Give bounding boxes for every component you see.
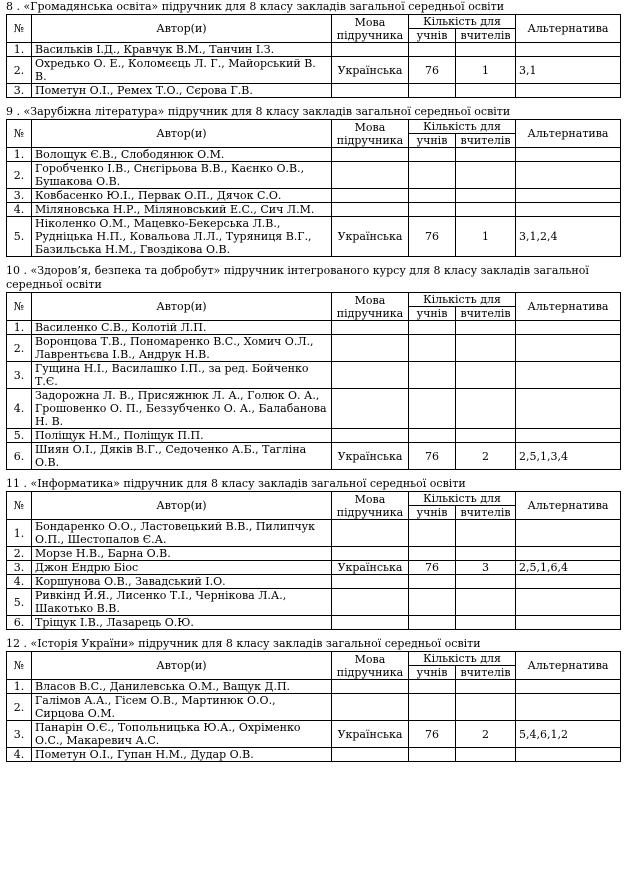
- col-alternative-header: Альтернатива: [516, 293, 621, 321]
- row-students-count: [409, 748, 456, 762]
- col-language-header: Мова підручника: [332, 492, 409, 520]
- section-title: 10 . «Здоров’я, безпека та добробут» підручник інтегрованого курсу для 8 класу закладів загальної середньої освіти: [6, 264, 589, 291]
- row-alternative: [516, 362, 621, 389]
- table-row: [7, 748, 621, 762]
- row-students-count: [409, 362, 456, 389]
- table-row: [7, 335, 621, 362]
- row-teachers-count: [456, 616, 516, 630]
- row-alternative: [516, 321, 621, 335]
- row-number: 2.: [7, 335, 32, 362]
- row-students-count: [409, 429, 456, 443]
- row-language: Українська: [332, 721, 409, 748]
- col-author-header: Автор(и): [32, 652, 332, 680]
- row-teachers-count: 1: [456, 57, 516, 84]
- col-quantity-header: Кількість для: [409, 492, 516, 506]
- row-alternative: 2,5,1,6,4: [516, 561, 621, 575]
- col-alternative-header: Альтернатива: [516, 15, 621, 43]
- row-alternative: [516, 589, 621, 616]
- table-row: [7, 575, 621, 589]
- row-students-count: [409, 547, 456, 561]
- row-authors: Горобченко І.В., Снєгірьова В.В., Каєнко О.В., Бушакова О.В.: [32, 162, 332, 189]
- table-row: [7, 680, 621, 694]
- row-alternative: [516, 616, 621, 630]
- row-students-count: 76: [409, 561, 456, 575]
- row-authors: Ніколенко О.М., Мацевко-Бекерська Л.В., Рудніцька Н.П., Ковальова Л.Л., Туряниця В.Г., Базильська Н.М., Гвоздікова О.В.: [32, 217, 332, 257]
- row-students-count: [409, 694, 456, 721]
- row-authors: Коршунова О.В., Завадський І.О.: [32, 575, 332, 589]
- col-quantity-header: Кількість для: [409, 15, 516, 29]
- row-number: 6.: [7, 443, 32, 470]
- row-alternative: [516, 575, 621, 589]
- row-language: [332, 680, 409, 694]
- row-authors: Морзе Н.В., Барна О.В.: [32, 547, 332, 561]
- col-language-header: Мова підручника: [332, 652, 409, 680]
- row-students-count: 76: [409, 57, 456, 84]
- row-teachers-count: [456, 362, 516, 389]
- row-teachers-count: [456, 547, 516, 561]
- row-number: 6.: [7, 616, 32, 630]
- textbook-table: [6, 14, 621, 98]
- col-students-header: учнів: [409, 29, 456, 43]
- row-alternative: [516, 189, 621, 203]
- row-language: [332, 547, 409, 561]
- row-students-count: [409, 162, 456, 189]
- row-teachers-count: [456, 575, 516, 589]
- col-language-header: Мова підручника: [332, 293, 409, 321]
- row-alternative: [516, 335, 621, 362]
- row-authors: Пометун О.І., Ремех Т.О., Сєрова Г.В.: [32, 84, 332, 98]
- row-number: 3.: [7, 84, 32, 98]
- row-authors: Бондаренко О.О., Ластовецький В.В., Пилипчук О.П., Шестопалов Є.А.: [32, 520, 332, 547]
- row-authors: Охредько О. Е., Коломєєць Л. Г., Майорський В. В.: [32, 57, 332, 84]
- row-alternative: [516, 694, 621, 721]
- row-number: 3.: [7, 721, 32, 748]
- row-authors: Васильків І.Д., Кравчук В.М., Танчин І.З.: [32, 43, 332, 57]
- table-row: [7, 589, 621, 616]
- row-students-count: [409, 520, 456, 547]
- row-alternative: 2,5,1,3,4: [516, 443, 621, 470]
- row-authors: Поліщук Н.М., Поліщук П.П.: [32, 429, 332, 443]
- row-language: [332, 162, 409, 189]
- row-number: 3.: [7, 561, 32, 575]
- row-number: 1.: [7, 520, 32, 547]
- row-teachers-count: [456, 680, 516, 694]
- row-number: 4.: [7, 575, 32, 589]
- table-row: [7, 189, 621, 203]
- table-row: [7, 429, 621, 443]
- col-author-header: Автор(и): [32, 492, 332, 520]
- row-authors: Власов В.С., Данилевська О.М., Ващук Д.П.: [32, 680, 332, 694]
- textbook-table: [6, 491, 621, 630]
- table-row: [7, 162, 621, 189]
- row-number: 5.: [7, 429, 32, 443]
- row-alternative: [516, 547, 621, 561]
- row-teachers-count: 3: [456, 561, 516, 575]
- row-teachers-count: [456, 148, 516, 162]
- table-row: [7, 547, 621, 561]
- row-authors: Волощук Є.В., Слободянюк О.М.: [32, 148, 332, 162]
- col-number-header: №: [7, 120, 32, 148]
- row-language: [332, 520, 409, 547]
- textbook-table: [6, 119, 621, 257]
- col-students-header: учнів: [409, 506, 456, 520]
- row-students-count: [409, 321, 456, 335]
- row-authors: Ковбасенко Ю.І., Первак О.П., Дячок С.О.: [32, 189, 332, 203]
- table-row: [7, 561, 621, 575]
- row-students-count: [409, 389, 456, 429]
- col-number-header: №: [7, 492, 32, 520]
- row-authors: Василенко С.В., Колотій Л.П.: [32, 321, 332, 335]
- row-language: [332, 148, 409, 162]
- row-authors: Воронцова Т.В., Пономаренко В.С., Хомич О.Л., Лаврентьєва І.В., Андрук Н.В.: [32, 335, 332, 362]
- row-teachers-count: [456, 335, 516, 362]
- row-number: 1.: [7, 321, 32, 335]
- table-row: [7, 203, 621, 217]
- row-teachers-count: [456, 43, 516, 57]
- table-row: [7, 721, 621, 748]
- row-number: 2.: [7, 162, 32, 189]
- row-students-count: [409, 84, 456, 98]
- row-number: 3.: [7, 189, 32, 203]
- row-alternative: [516, 148, 621, 162]
- table-row: [7, 389, 621, 429]
- row-language: [332, 694, 409, 721]
- row-teachers-count: 2: [456, 721, 516, 748]
- table-row: [7, 217, 621, 257]
- col-alternative-header: Альтернатива: [516, 492, 621, 520]
- row-alternative: 5,4,6,1,2: [516, 721, 621, 748]
- section-title: 9 . «Зарубіжна література» підручник для 8 класу закладів загальної середньої освіти: [6, 105, 511, 118]
- row-number: 2.: [7, 547, 32, 561]
- row-teachers-count: [456, 189, 516, 203]
- table-row: [7, 148, 621, 162]
- row-authors: Міляновська Н.Р., Міляновський Е.С., Сич Л.М.: [32, 203, 332, 217]
- col-alternative-header: Альтернатива: [516, 120, 621, 148]
- section-title: 8 . «Громадянська освіта» підручник для 8 класу закладів загальної середньої освіти: [6, 0, 505, 13]
- textbook-table: [6, 651, 621, 762]
- row-teachers-count: [456, 520, 516, 547]
- col-teachers-header: вчителів: [456, 134, 516, 148]
- row-alternative: 3,1,2,4: [516, 217, 621, 257]
- row-teachers-count: [456, 748, 516, 762]
- header-row: [7, 652, 621, 666]
- row-students-count: [409, 148, 456, 162]
- row-alternative: [516, 429, 621, 443]
- row-teachers-count: [456, 203, 516, 217]
- row-teachers-count: [456, 84, 516, 98]
- row-number: 1.: [7, 680, 32, 694]
- row-students-count: [409, 203, 456, 217]
- col-alternative-header: Альтернатива: [516, 652, 621, 680]
- row-language: [332, 575, 409, 589]
- row-teachers-count: 2: [456, 443, 516, 470]
- section-title: 11 . «Інформатика» підручник для 8 класу закладів загальної середньої освіти: [6, 477, 466, 490]
- col-author-header: Автор(и): [32, 120, 332, 148]
- row-alternative: [516, 520, 621, 547]
- col-teachers-header: вчителів: [456, 29, 516, 43]
- table-row: [7, 43, 621, 57]
- row-number: 2.: [7, 57, 32, 84]
- col-teachers-header: вчителів: [456, 307, 516, 321]
- row-language: [332, 335, 409, 362]
- row-language: [332, 589, 409, 616]
- table-row: [7, 57, 621, 84]
- row-students-count: [409, 616, 456, 630]
- col-author-header: Автор(и): [32, 15, 332, 43]
- row-language: [332, 84, 409, 98]
- row-language: [332, 429, 409, 443]
- col-students-header: учнів: [409, 134, 456, 148]
- row-authors: Джон Ендрю Біос: [32, 561, 332, 575]
- col-students-header: учнів: [409, 307, 456, 321]
- row-students-count: 76: [409, 443, 456, 470]
- col-quantity-header: Кількість для: [409, 652, 516, 666]
- header-row: [7, 293, 621, 307]
- table-row: [7, 84, 621, 98]
- row-language: [332, 189, 409, 203]
- row-language: [332, 389, 409, 429]
- row-teachers-count: [456, 694, 516, 721]
- row-teachers-count: [456, 429, 516, 443]
- row-language: [332, 748, 409, 762]
- row-language: Українська: [332, 57, 409, 84]
- col-teachers-header: вчителів: [456, 506, 516, 520]
- row-teachers-count: [456, 589, 516, 616]
- section-title: 12 . «Історія України» підручник для 8 класу закладів загальної середньої освіти: [6, 637, 481, 650]
- header-row: [7, 492, 621, 506]
- row-number: 4.: [7, 203, 32, 217]
- col-number-header: №: [7, 15, 32, 43]
- row-students-count: 76: [409, 721, 456, 748]
- row-language: [332, 43, 409, 57]
- row-teachers-count: [456, 389, 516, 429]
- row-alternative: [516, 203, 621, 217]
- row-authors: Гущина Н.І., Василашко І.П., за ред. Бойченко Т.Є.: [32, 362, 332, 389]
- row-alternative: [516, 389, 621, 429]
- textbook-table: [6, 292, 621, 470]
- col-language-header: Мова підручника: [332, 15, 409, 43]
- row-authors: Пометун О.І., Гупан Н.М., Дудар О.В.: [32, 748, 332, 762]
- col-students-header: учнів: [409, 666, 456, 680]
- row-authors: Задорожна Л. В., Присяжнюк Л. А., Голюк О. А., Грошовенко О. П., Беззубченко О. А., Балабанова Н. В.: [32, 389, 332, 429]
- col-quantity-header: Кількість для: [409, 120, 516, 134]
- row-authors: Шиян О.І., Дяків В.Г., Седоченко А.Б., Таглiна О.В.: [32, 443, 332, 470]
- row-alternative: [516, 84, 621, 98]
- col-number-header: №: [7, 652, 32, 680]
- table-row: [7, 616, 621, 630]
- row-alternative: [516, 680, 621, 694]
- row-number: 4.: [7, 389, 32, 429]
- row-students-count: [409, 335, 456, 362]
- row-teachers-count: [456, 162, 516, 189]
- row-students-count: [409, 575, 456, 589]
- row-authors: Тріщук І.В., Лазарець О.Ю.: [32, 616, 332, 630]
- row-alternative: [516, 43, 621, 57]
- table-row: [7, 443, 621, 470]
- col-author-header: Автор(и): [32, 293, 332, 321]
- row-authors: Панарін О.Є., Топольницька Ю.А., Охріменко О.С., Макаревич А.С.: [32, 721, 332, 748]
- row-teachers-count: [456, 321, 516, 335]
- row-language: Українська: [332, 561, 409, 575]
- row-number: 4.: [7, 748, 32, 762]
- row-alternative: 3,1: [516, 57, 621, 84]
- col-teachers-header: вчителів: [456, 666, 516, 680]
- row-students-count: [409, 680, 456, 694]
- header-row: [7, 120, 621, 134]
- table-row: [7, 362, 621, 389]
- row-number: 2.: [7, 694, 32, 721]
- row-alternative: [516, 748, 621, 762]
- row-language: Українська: [332, 217, 409, 257]
- col-language-header: Мова підручника: [332, 120, 409, 148]
- row-language: [332, 616, 409, 630]
- header-row: [7, 15, 621, 29]
- row-authors: Ривкінд Й.Я., Лисенко Т.І., Чернікова Л.А., Шакотько В.В.: [32, 589, 332, 616]
- table-row: [7, 520, 621, 547]
- row-language: [332, 362, 409, 389]
- row-language: Українська: [332, 443, 409, 470]
- row-number: 5.: [7, 217, 32, 257]
- table-row: [7, 694, 621, 721]
- row-language: [332, 321, 409, 335]
- row-students-count: [409, 43, 456, 57]
- row-teachers-count: 1: [456, 217, 516, 257]
- row-students-count: [409, 589, 456, 616]
- col-quantity-header: Кількість для: [409, 293, 516, 307]
- row-number: 1.: [7, 43, 32, 57]
- row-alternative: [516, 162, 621, 189]
- row-number: 1.: [7, 148, 32, 162]
- row-number: 5.: [7, 589, 32, 616]
- row-students-count: 76: [409, 217, 456, 257]
- row-authors: Галімов А.А., Гісем О.В., Мартинюк О.О., Сирцова О.М.: [32, 694, 332, 721]
- row-students-count: [409, 189, 456, 203]
- table-row: [7, 321, 621, 335]
- row-language: [332, 203, 409, 217]
- col-number-header: №: [7, 293, 32, 321]
- row-number: 3.: [7, 362, 32, 389]
